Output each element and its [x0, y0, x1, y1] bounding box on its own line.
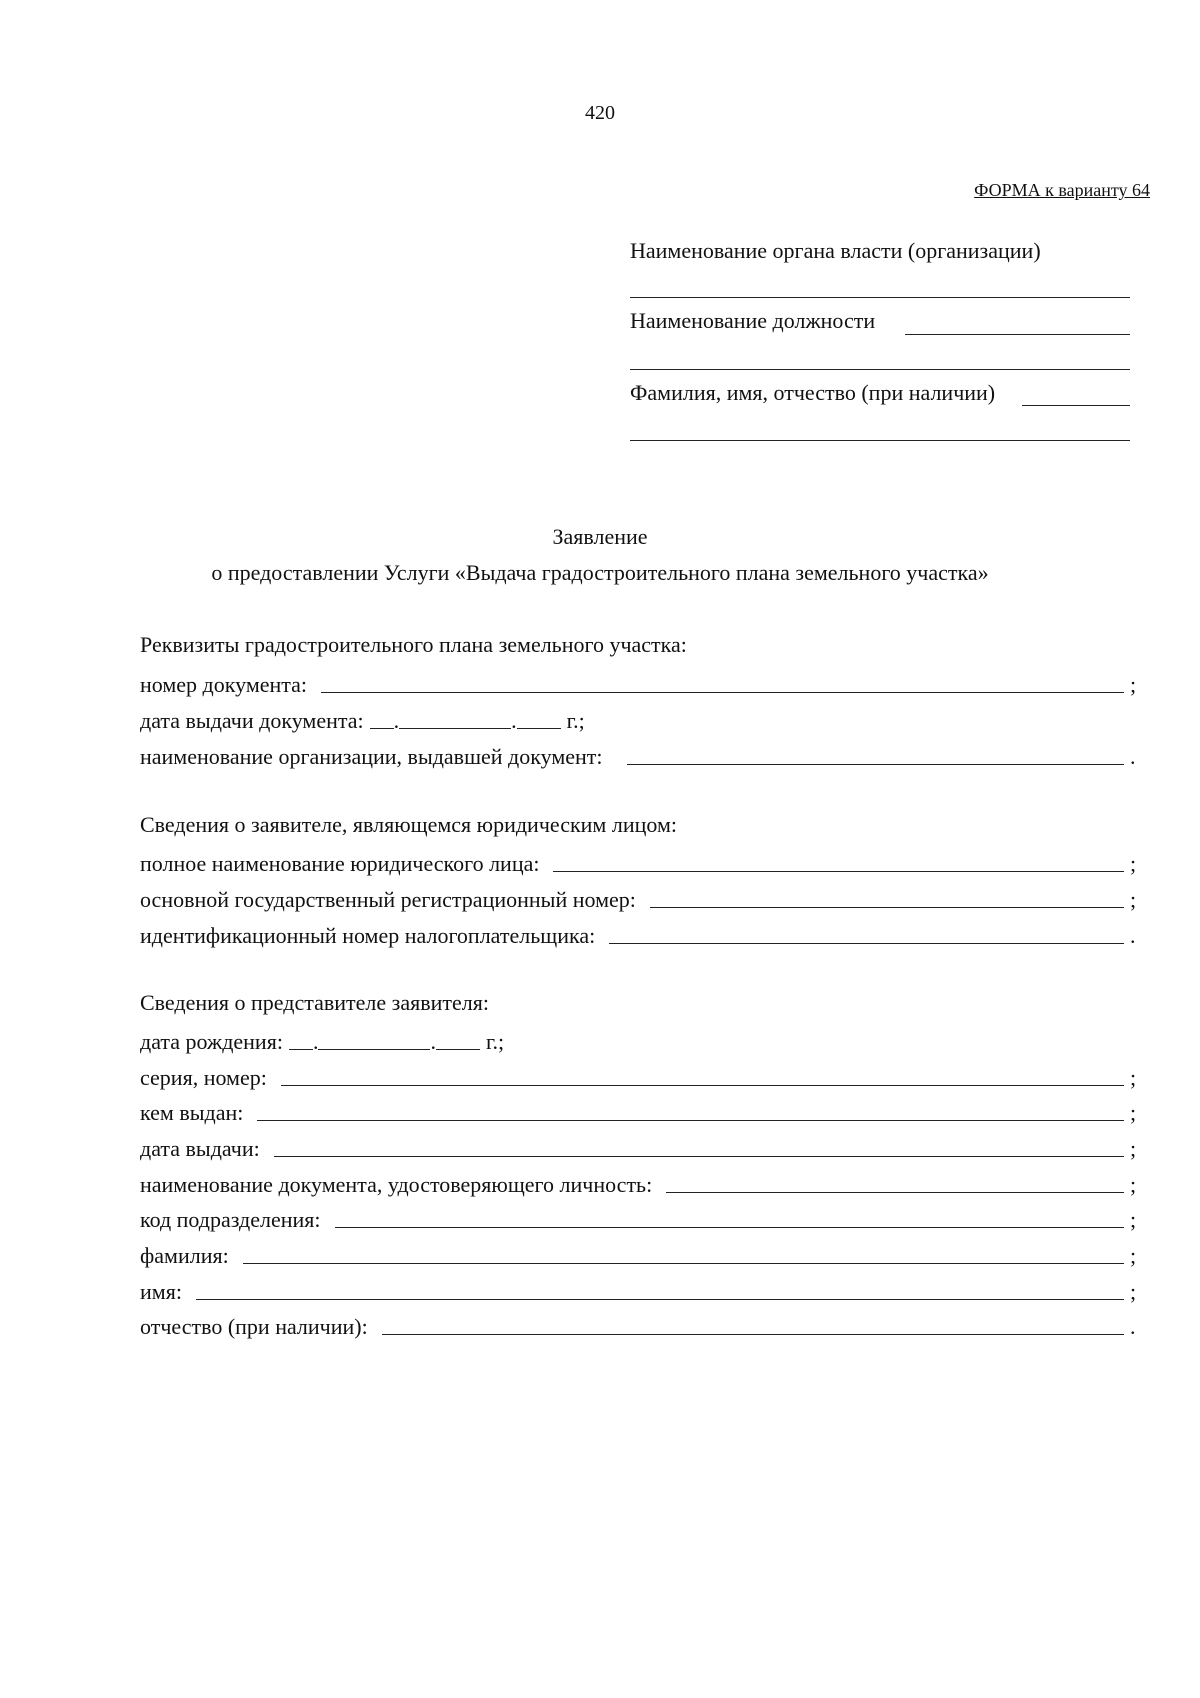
- row-issuer: [140, 740, 1140, 770]
- full-name-label: полное наименование юридического лица:: [140, 851, 540, 876]
- document-title: Заявление: [552, 524, 648, 549]
- row-series-number: [140, 1061, 1140, 1091]
- issuer-label: наименование организации, выдавшей документ:: [140, 744, 603, 769]
- id-document-field[interactable]: [666, 1192, 1124, 1193]
- position-field-line2[interactable]: [630, 369, 1130, 370]
- series-number-label: серия, номер:: [140, 1065, 267, 1090]
- section-representative-heading: Сведения о представителе заявителя:: [140, 990, 489, 1015]
- inn-field[interactable]: [609, 943, 1124, 944]
- doc-number-field[interactable]: [321, 692, 1124, 693]
- fio-field-line2[interactable]: [630, 440, 1130, 441]
- row-issue-date: дата выдачи документа: . . г.;: [140, 708, 585, 733]
- section-legal-entity-heading: Сведения о заявителе, являющемся юридическим лицом:: [140, 812, 677, 837]
- issued-by-label: кем выдан:: [140, 1100, 244, 1125]
- row-end-punct: ;: [1130, 887, 1137, 912]
- row-end-punct: ;: [1130, 1172, 1137, 1197]
- birth-date-label: дата рождения:: [140, 1029, 283, 1054]
- row-end-punct: .: [1130, 1314, 1136, 1339]
- row-end-punct: ;: [1130, 1065, 1137, 1090]
- row-end-punct: ;: [1130, 1279, 1137, 1304]
- surname-field[interactable]: [243, 1263, 1124, 1264]
- org-label: Наименование органа власти (организации): [630, 238, 1041, 263]
- row-end-punct: .: [1130, 923, 1136, 948]
- name-label: имя:: [140, 1279, 182, 1304]
- fio-field[interactable]: [1022, 405, 1130, 406]
- row-issued-by: [140, 1096, 1140, 1126]
- row-end-punct: ;: [1130, 851, 1137, 876]
- division-code-label: код подразделения:: [140, 1207, 321, 1232]
- fio-label: Фамилия, имя, отчество (при наличии): [630, 380, 996, 405]
- row-end-punct: ;: [1130, 1100, 1137, 1125]
- row-full-name: [140, 847, 1140, 877]
- ogrn-label: основной государственный регистрационный номер:: [140, 887, 636, 912]
- issued-by-field[interactable]: [257, 1120, 1124, 1121]
- row-doc-number: [140, 668, 1140, 698]
- position-label: Наименование должности: [630, 308, 876, 333]
- issue-date-label: дата выдачи документа:: [140, 708, 364, 733]
- row-name: [140, 1275, 1140, 1305]
- year-suffix: г.;: [566, 708, 585, 733]
- form-reference: ФОРМА к варианту 64: [974, 180, 1150, 200]
- id-issue-date-field[interactable]: [274, 1156, 1124, 1157]
- document-subtitle: о предоставлении Услуги «Выдача градостроительного плана земельного участка»: [211, 560, 989, 585]
- division-code-field[interactable]: [335, 1227, 1124, 1228]
- row-end-punct: .: [1130, 744, 1136, 769]
- section-plan-details-heading: Реквизиты градостроительного плана земельного участка:: [140, 632, 687, 657]
- id-issue-date-label: дата выдачи:: [140, 1136, 260, 1161]
- series-number-field[interactable]: [281, 1085, 1124, 1086]
- row-birth-date: дата рождения: . . г.;: [140, 1029, 505, 1054]
- issue-month-field[interactable]: [399, 728, 511, 729]
- row-ogrn: [140, 883, 1140, 913]
- patronymic-field[interactable]: [382, 1334, 1124, 1335]
- name-field[interactable]: [196, 1299, 1124, 1300]
- row-id-issue-date: [140, 1132, 1140, 1162]
- surname-label: фамилия:: [140, 1243, 229, 1268]
- row-end-punct: ;: [1130, 1207, 1137, 1232]
- position-field[interactable]: [905, 334, 1130, 335]
- row-patronymic: [140, 1310, 1140, 1340]
- ogrn-field[interactable]: [650, 907, 1124, 908]
- inn-label: идентификационный номер налогоплательщика:: [140, 923, 596, 948]
- birth-month-field[interactable]: [318, 1049, 430, 1050]
- full-name-field[interactable]: [553, 871, 1124, 872]
- page-number: 420: [585, 102, 615, 124]
- row-end-punct: ;: [1130, 1243, 1137, 1268]
- row-surname: [140, 1239, 1140, 1269]
- org-field[interactable]: [630, 297, 1130, 298]
- issuer-field[interactable]: [627, 764, 1124, 765]
- birth-year-field[interactable]: [436, 1049, 480, 1050]
- issue-day-field[interactable]: [370, 728, 394, 729]
- row-end-punct: ;: [1130, 1136, 1137, 1161]
- issue-year-field[interactable]: [517, 728, 561, 729]
- year-suffix: г.;: [485, 1029, 505, 1054]
- row-id-document: [140, 1168, 1140, 1198]
- id-document-label: наименование документа, удостоверяющего личность:: [140, 1172, 653, 1197]
- row-end-punct: ;: [1130, 672, 1137, 697]
- doc-number-label: номер документа:: [140, 672, 308, 697]
- row-inn: [140, 919, 1140, 949]
- row-division-code: [140, 1203, 1140, 1233]
- birth-day-field[interactable]: [289, 1049, 313, 1050]
- patronymic-label: отчество (при наличии):: [140, 1314, 368, 1339]
